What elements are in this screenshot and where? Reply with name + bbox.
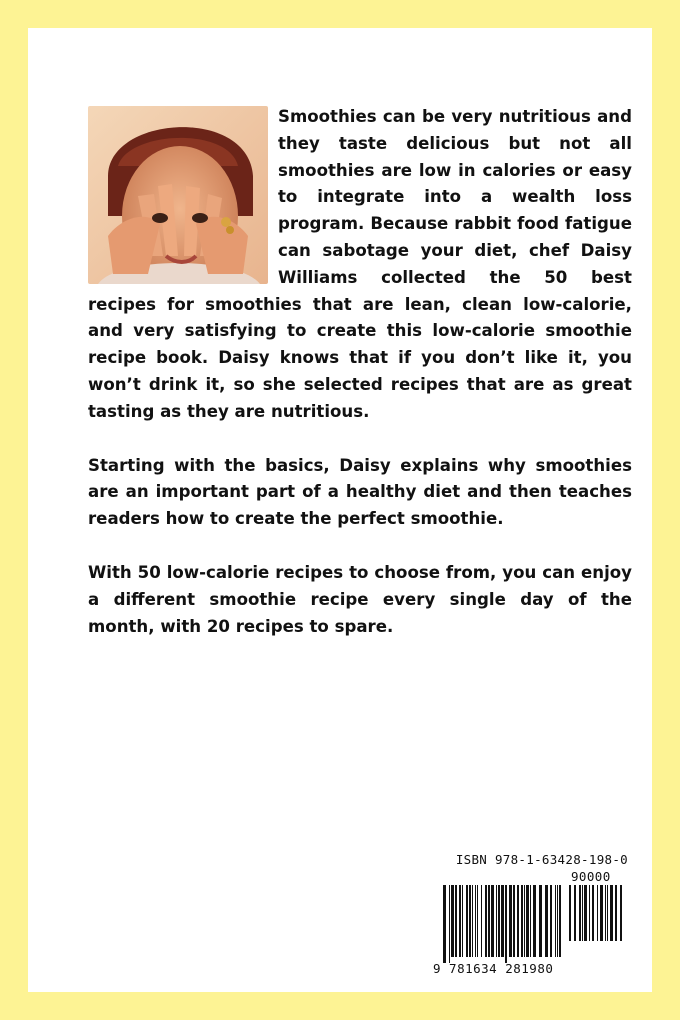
barcode-bar (488, 885, 490, 957)
barcode-bar (477, 885, 478, 957)
barcode-bar (620, 885, 622, 941)
description-block (88, 104, 632, 667)
barcode-bar (472, 885, 473, 957)
author-portrait-image (88, 106, 268, 284)
price-code-label: 90000 (571, 869, 611, 884)
barcode-bar (539, 885, 542, 957)
barcode-bar (459, 885, 461, 957)
barcode-bar (521, 885, 523, 957)
barcode-bar (574, 885, 576, 941)
barcode-bar (491, 885, 494, 957)
barcode-bar (449, 885, 450, 963)
description-paragraph-1: Smoothies can be very nutritious and they taste delicious but not all smoothies are low in calories or easy to integrate into a wealth loss program. Because rabbit food fatigue can sabotage your diet, chef Daisy Williams collected the 50 best recipes for smoothies that are lean, clean low-calorie, and very satisfying to create this low-calorie smoothie recipe book. Daisy knows that if you don’t like it, you won’t drink it, so she selected recipes that are as great tasting as they are nutritious. (88, 107, 632, 421)
barcode-bar (526, 885, 529, 957)
barcode-bar (597, 885, 598, 941)
barcode-bar (589, 885, 590, 941)
barcode-bar (469, 885, 471, 957)
barcode-bar (579, 885, 581, 941)
description-paragraph-3: With 50 low-calorie recipes to choose from, you can enjoy a different smoothie recipe every single day of the month, with 20 recipes to spare. (88, 562, 632, 636)
barcode-bar (557, 885, 558, 957)
barcode-bar (524, 885, 525, 957)
barcode-bar (615, 885, 617, 941)
barcode-bar (584, 885, 587, 941)
barcode-bar (475, 885, 476, 957)
barcode-bar (550, 885, 552, 957)
author-photo (88, 106, 268, 284)
barcode-bar (592, 885, 594, 941)
barcode-bar (451, 885, 454, 957)
barcode-bar (530, 885, 531, 957)
barcode-bar (501, 885, 504, 957)
barcode-bar (498, 885, 500, 957)
barcode-bar (481, 885, 482, 957)
barcode-bar (443, 885, 446, 963)
barcode-bar (509, 885, 512, 957)
barcode-bar (555, 885, 556, 957)
ean-barcode-bars (443, 885, 565, 963)
addon-barcode-bars (569, 885, 626, 947)
barcode-bar (607, 885, 608, 941)
barcode-bar (610, 885, 613, 941)
ean-digits-label: 9 781634 281980 (433, 961, 554, 976)
barcode-bar (505, 885, 507, 963)
barcode-bar (517, 885, 519, 957)
barcode-bar (533, 885, 536, 957)
barcode-bar (559, 885, 561, 957)
barcode-bar (496, 885, 497, 957)
barcode-bar (513, 885, 515, 957)
barcode-bar (462, 885, 463, 957)
barcode-bar (485, 885, 487, 957)
barcode-bar (600, 885, 603, 941)
isbn-label: ISBN 978-1-63428-198-0 (455, 852, 628, 867)
barcode-bar (605, 885, 606, 941)
barcode-bar (466, 885, 468, 957)
isbn-barcode (433, 852, 628, 977)
description-paragraph-2: Starting with the basics, Daisy explains why smoothies are an important part of a healthy diet and then teaches readers how to create the perfect smoothie. (88, 455, 632, 529)
barcode-bar (582, 885, 583, 941)
back-cover-page (28, 28, 652, 992)
barcode-bar (545, 885, 548, 957)
barcode-bar (569, 885, 571, 941)
barcode-bar (455, 885, 457, 957)
